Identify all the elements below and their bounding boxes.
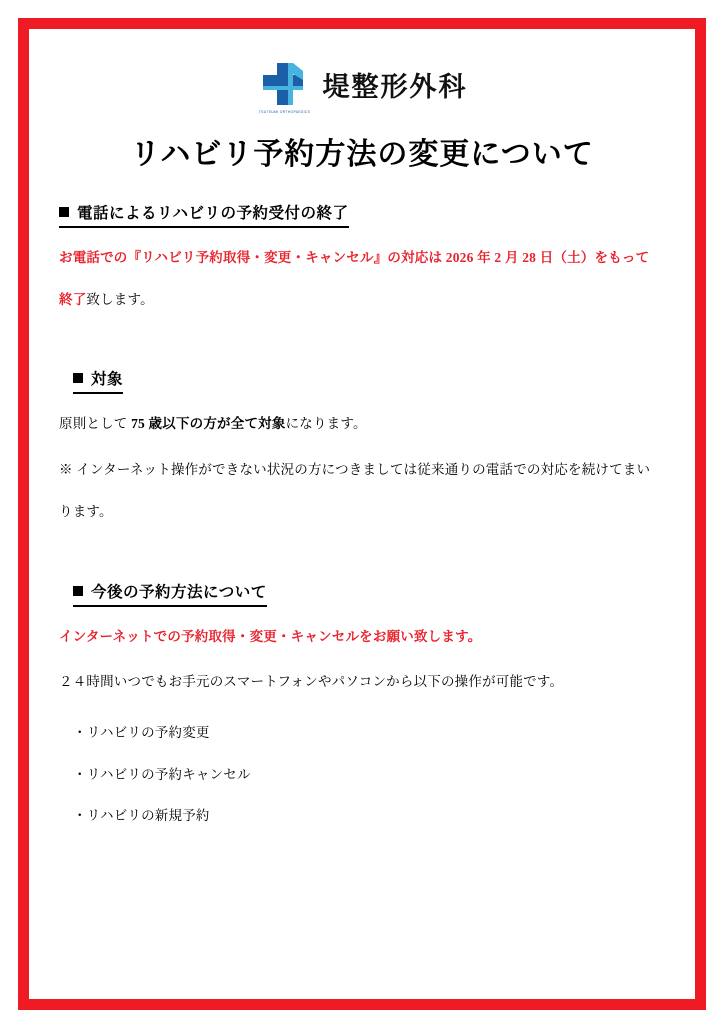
list-item: ・リハビリの新規予約 — [73, 808, 210, 824]
square-bullet-icon — [73, 373, 83, 383]
section-3-paragraph-2 — [59, 666, 665, 698]
section-heading-3-label: 今後の予約方法について — [91, 583, 267, 601]
section-3-run-2: ２４時間いつでもお手元のスマートフォンやパソコンから以下の操作が可能です。 — [59, 674, 564, 690]
section-1-paragraph-2-run-1: 終了 — [59, 291, 87, 307]
section-heading-3 — [73, 580, 267, 607]
clinic-name: 堤整形外科 — [322, 71, 468, 102]
red-border-frame — [18, 18, 706, 1010]
section-2-run-3: になります。 — [285, 416, 367, 432]
section-1-paragraph-1 — [59, 242, 665, 274]
list-item: ・リハビリの予約変更 — [73, 725, 210, 741]
section-3-paragraph-1 — [59, 621, 665, 653]
section-1-paragraph-1-run-1: お電話での『リハビリ予約取得・変更・キャンセル』の対応は 2026 年 2 月 28 日（土）をもって — [59, 250, 650, 265]
clinic-logo — [59, 61, 665, 113]
section-heading-2-label: 対象 — [91, 371, 124, 389]
page-inner-white-area — [29, 29, 695, 999]
section-heading-1 — [59, 201, 349, 228]
section-1-paragraph-2-run-2: 致します。 — [86, 291, 154, 307]
list-item: ・リハビリの予約キャンセル — [73, 766, 251, 782]
spacer-2 — [59, 528, 665, 562]
section-2-paragraph-3 — [59, 496, 665, 528]
section-2-run-1: 原則として — [59, 416, 132, 432]
page-title: リハビリ予約方法の変更について — [130, 138, 594, 171]
clinic-romaji: TSUTSUMI ORTHOPAEDICS — [258, 110, 311, 114]
section-2-note-line-1: ※ インターネット操作ができない状況の方につきましては従来通りの電話での対応を続けてまい — [59, 462, 651, 478]
section-2-run-2: 75 歳以下の方が全て対象 — [131, 416, 286, 432]
section-heading-2 — [73, 367, 123, 394]
cross-logo-icon — [257, 61, 313, 113]
section-1-paragraph-2 — [59, 284, 665, 316]
spacer-1 — [59, 315, 665, 349]
section-heading-1-label: 電話によるリハビリの予約受付の終了 — [77, 205, 349, 222]
section-3-run-1: インターネットでの予約取得・変更・キャンセルをお願い致します。 — [59, 628, 482, 644]
square-bullet-icon — [59, 207, 69, 217]
section-2-paragraph-1 — [59, 408, 665, 440]
section-2-note-line-2: ります。 — [59, 503, 113, 519]
section-2-paragraph-2 — [59, 454, 665, 486]
document-content — [29, 29, 695, 999]
square-bullet-icon — [73, 586, 83, 596]
